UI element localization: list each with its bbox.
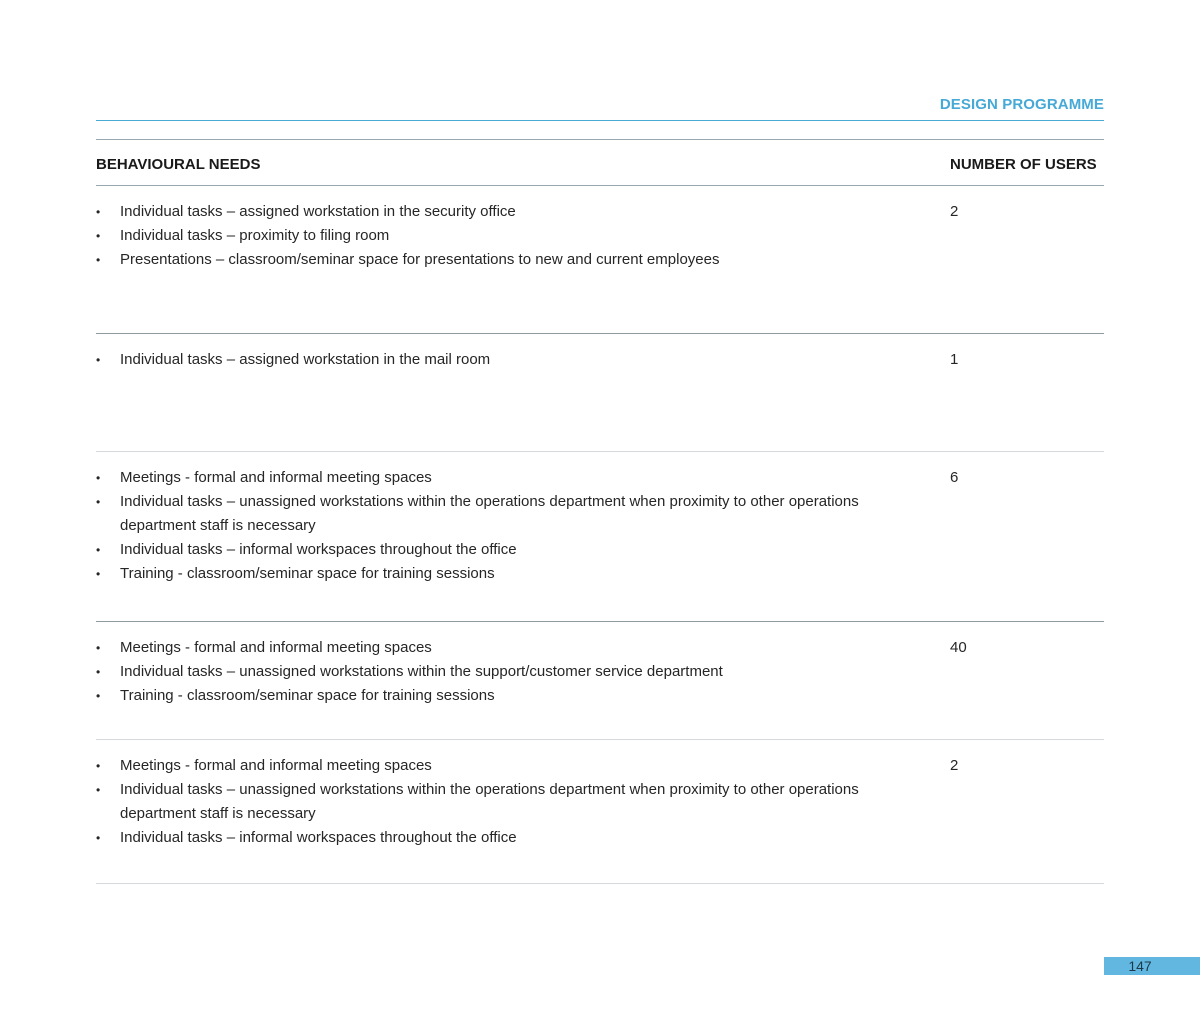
need-text: Individual tasks – informal workspaces throughout the office <box>120 829 517 846</box>
need-text: Presentations – classroom/seminar space for presentations to new and current employees <box>120 251 720 268</box>
need-text: Individual tasks – assigned workstation in the security office <box>120 203 516 220</box>
list-item <box>96 754 916 778</box>
bullet: • <box>96 543 101 557</box>
section-title: DESIGN PROGRAMME <box>939 96 1104 113</box>
need-text: Individual tasks – unassigned workstations within the operations department when proximity to other operations department staff is necessary <box>120 781 859 822</box>
needs-list <box>96 200 916 272</box>
list-item <box>96 562 916 586</box>
need-text: Individual tasks – assigned workstation in the mail room <box>120 351 491 368</box>
list-item <box>96 348 916 372</box>
user-count: 2 <box>950 757 959 774</box>
need-text: Meetings - formal and informal meeting spaces <box>120 757 432 774</box>
user-count: 1 <box>950 351 959 368</box>
user-count: 2 <box>950 203 959 220</box>
bullet: • <box>96 353 101 367</box>
list-item <box>96 778 916 826</box>
table-row <box>96 740 1104 884</box>
list-item <box>96 826 916 850</box>
bullet: • <box>96 665 101 679</box>
bullet: • <box>96 689 101 703</box>
page-number: 147 <box>1104 957 1200 975</box>
need-text: Meetings - formal and informal meeting spaces <box>120 469 432 486</box>
needs-list <box>96 754 916 850</box>
table-header <box>96 140 1104 186</box>
list-item <box>96 224 916 248</box>
list-item <box>96 466 916 490</box>
behavioural-needs-table <box>96 139 1104 884</box>
list-item <box>96 490 916 538</box>
bullet: • <box>96 205 101 219</box>
bullet: • <box>96 471 101 485</box>
table-row <box>96 186 1104 334</box>
need-text: Individual tasks – informal workspaces throughout the office <box>120 541 517 558</box>
user-count: 40 <box>950 639 967 656</box>
list-item <box>96 636 916 660</box>
table-row <box>96 334 1104 452</box>
column-header-behavioural-needs: BEHAVIOURAL NEEDS <box>96 156 261 173</box>
bullet: • <box>96 759 101 773</box>
needs-list <box>96 348 916 372</box>
need-text: Individual tasks – unassigned workstations within the support/customer service department <box>120 663 723 680</box>
list-item <box>96 684 916 708</box>
user-count: 6 <box>950 469 959 486</box>
table-row <box>96 452 1104 622</box>
bullet: • <box>96 783 101 797</box>
need-text: Individual tasks – proximity to filing room <box>120 227 390 244</box>
column-header-number-of-users: NUMBER OF USERS <box>950 156 1097 173</box>
list-item <box>96 538 916 562</box>
need-text: Individual tasks – unassigned workstations within the operations department when proximity to other operations department staff is necessary <box>120 493 859 534</box>
needs-list <box>96 636 916 708</box>
list-item <box>96 200 916 224</box>
needs-list <box>96 466 916 586</box>
need-text: Meetings - formal and informal meeting spaces <box>120 639 432 656</box>
bullet: • <box>96 253 101 267</box>
bullet: • <box>96 567 101 581</box>
need-text: Training - classroom/seminar space for training sessions <box>120 565 495 582</box>
bullet: • <box>96 831 101 845</box>
table-row <box>96 622 1104 740</box>
bullet: • <box>96 229 101 243</box>
need-text: Training - classroom/seminar space for training sessions <box>120 687 495 704</box>
list-item <box>96 248 916 272</box>
list-item <box>96 660 916 684</box>
title-divider <box>96 120 1104 121</box>
bullet: • <box>96 641 101 655</box>
bullet: • <box>96 495 101 509</box>
